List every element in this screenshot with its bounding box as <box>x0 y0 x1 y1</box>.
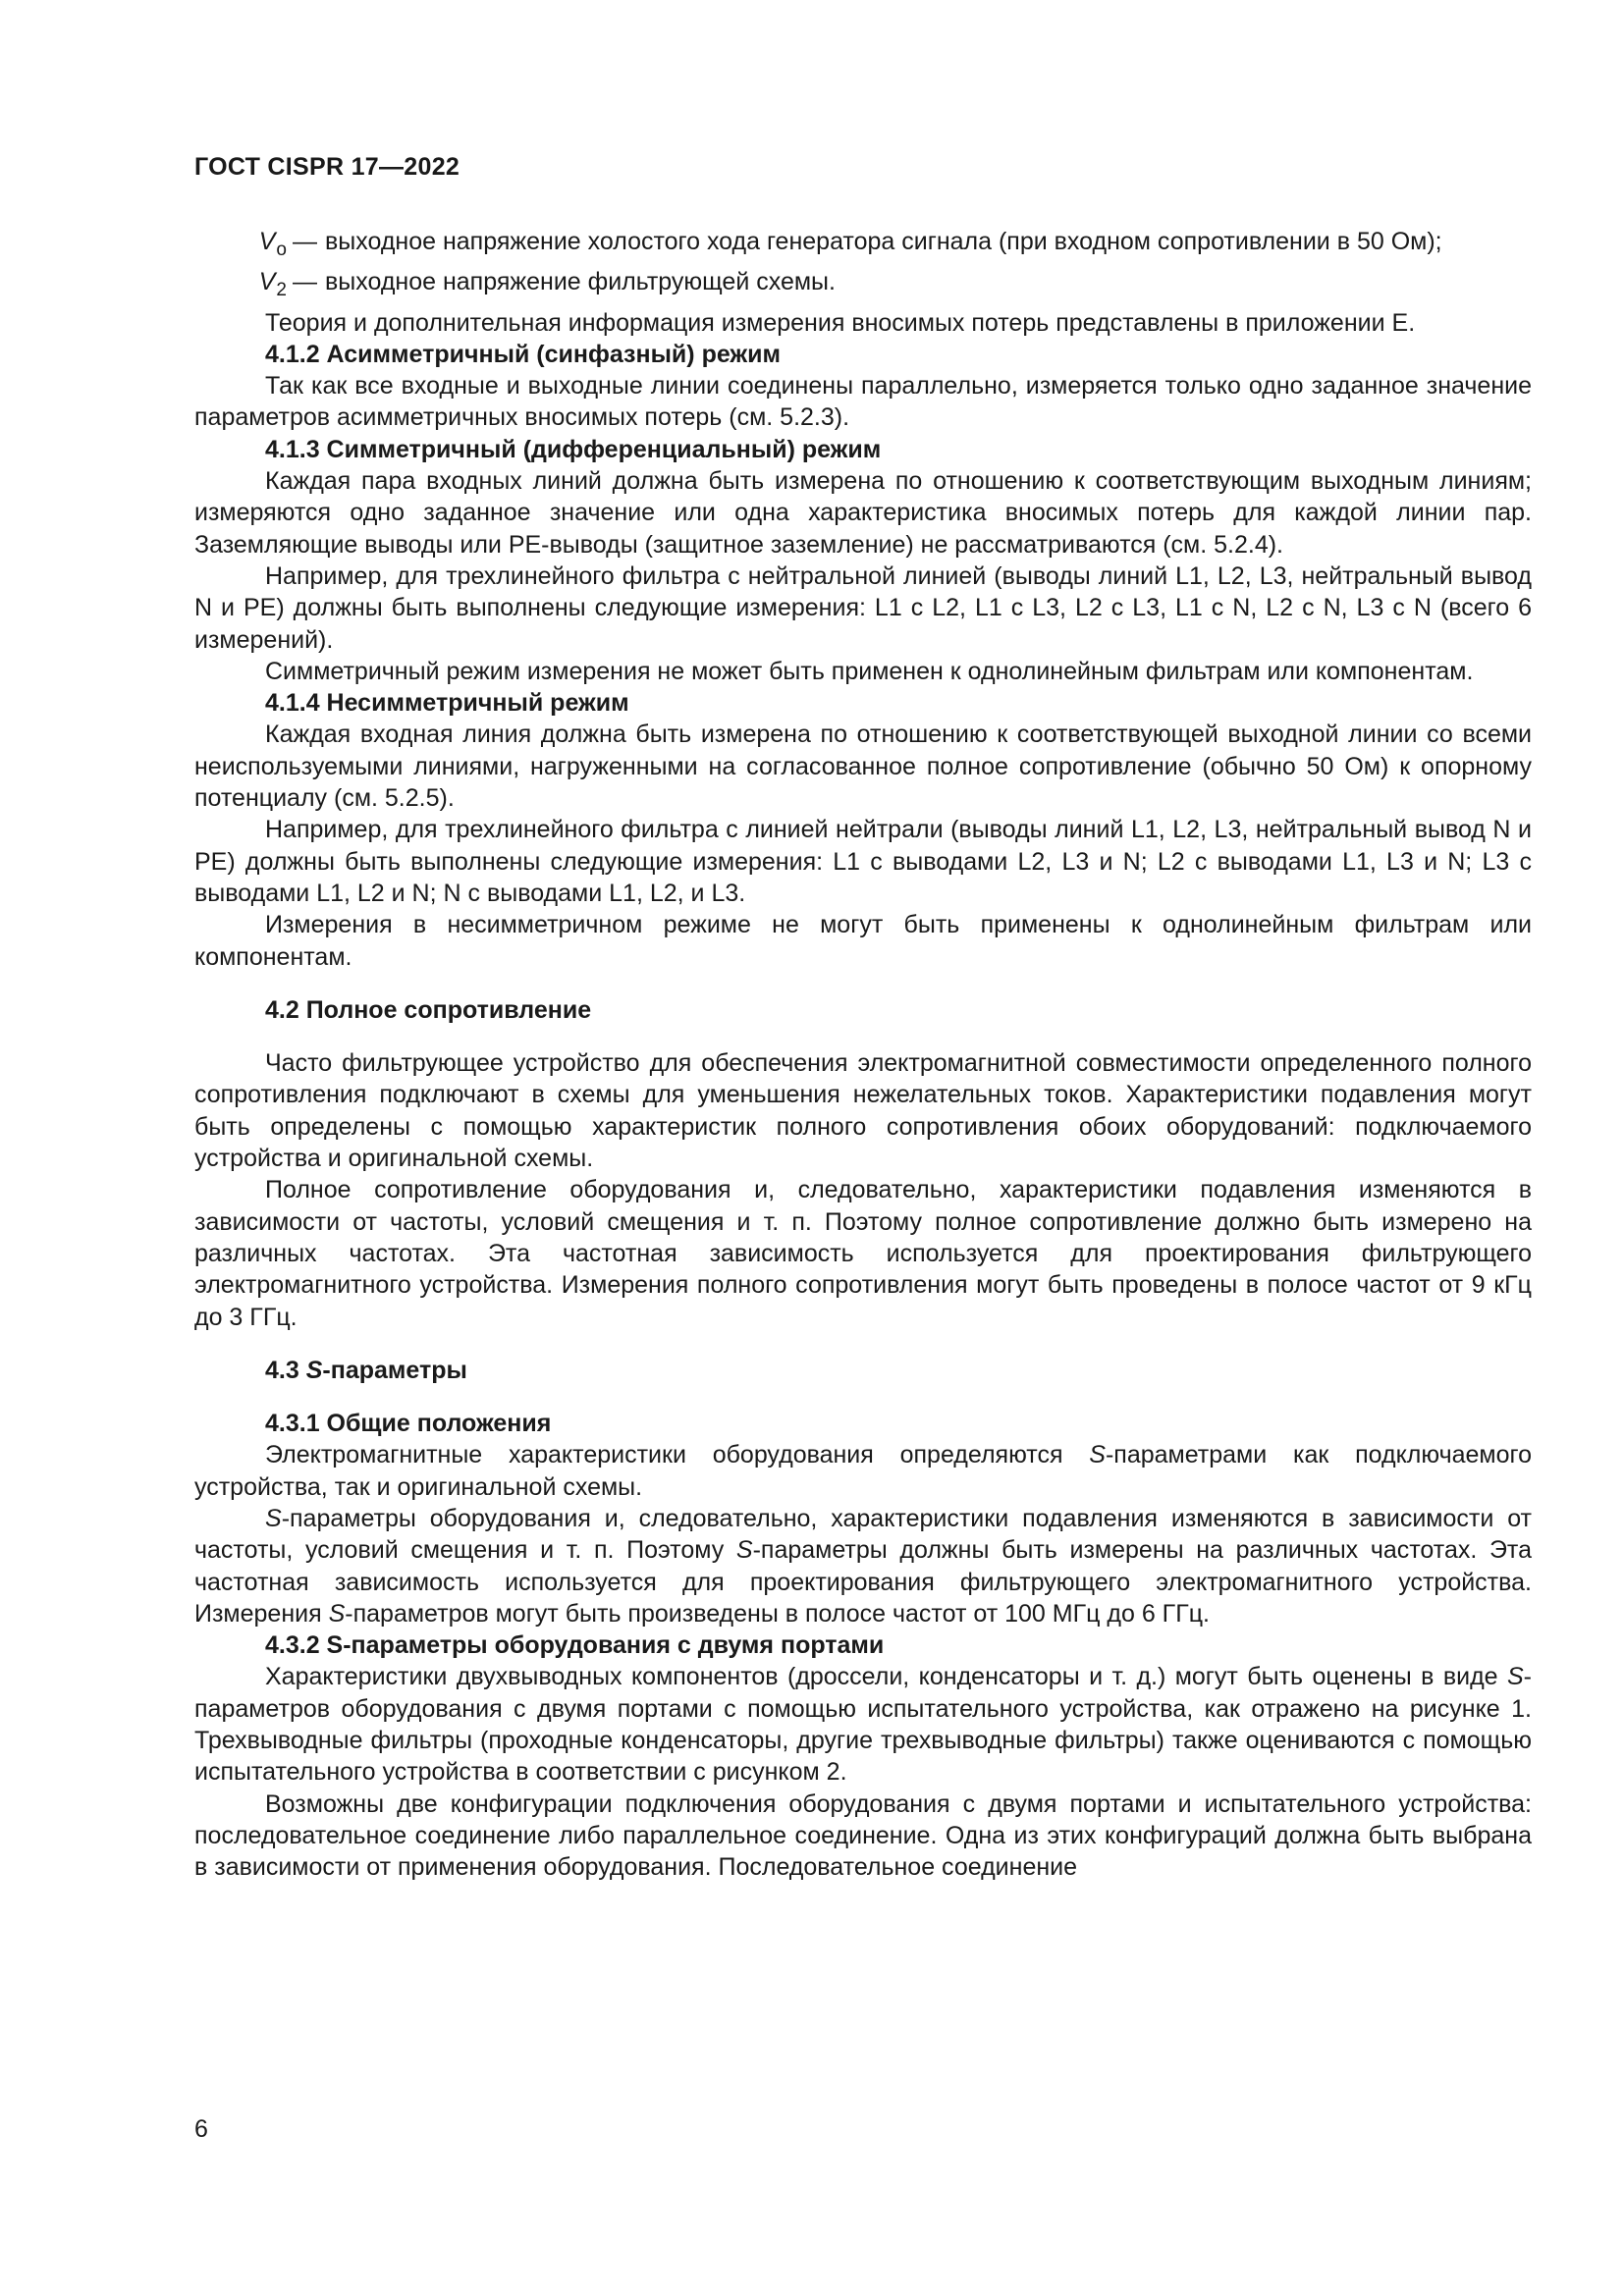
paragraph: Например, для трехлинейного фильтра с нейтральной линией (выводы линий L1, L2, L3, нейтральный вывод N и PE) должны быть выполнены следующие измерения: L1 с L2, L1 с L3, L2 с L3, L1 с N, L2 с N, L3 с N (всего 6 измерений). <box>194 561 1532 654</box>
definition-vo-text: выходное напряжение холостого хода генератора сигнала (при входном сопротивлении в 50 Ом); <box>325 228 1442 255</box>
paragraph: S-параметры оборудования и, следовательно, характеристики подавления изменяются в зависимости от частоты, условий смещения и т. п. Поэтому S-параметры должны быть измерены на различных частотах. Эта частотная зависимость используется для проектирования фильтрующего электромагнитного устройства. Измерения S-параметров могут быть произведены в полосе частот от 100 МГц до 6 ГГц. <box>194 1504 1532 1628</box>
definition-v2: $V_2$ — выходное напряжение фильтрующей схемы. <box>194 266 1532 306</box>
symbol-vo: $V_o$ <box>258 228 287 260</box>
paragraph: Например, для трехлинейного фильтра с линией нейтрали (выводы линий L1, L2, L3, нейтральный вывод N и PE) должны быть выполнены следующие измерения: L1 с выводами L2, L3 и N; L2 с выводами L1, L3 и N; L3 с выводами L1, L2 и N; N с выводами L1, L2, и L3. <box>194 816 1532 907</box>
paragraph: Каждая входная линия должна быть измерена по отношению к соответствующей выходной линии со всеми неиспользуемыми линиями, нагруженными на согласованное полное сопротивление (обычно 50 Ом) к опорному потенциалу (см. 5.2.5). <box>194 721 1532 813</box>
heading-4-3-2: 4.3.2 S-параметры оборудования с двумя портами <box>265 1631 885 1660</box>
heading-4-1-4: 4.1.4 Несимметричный режим <box>265 689 629 718</box>
paragraph: Каждая пара входных линий должна быть измерена по отношению к соответствующим выходным линиям; измеряются одно заданное значение или одна характеристика вносимых потерь для каждой линии пар. Заземляющие выводы или PE-выводы (защитное заземление) не рассматриваются (см. 5.2.4). <box>194 467 1532 559</box>
heading-4-3: 4.3 S-параметры <box>265 1356 467 1384</box>
paragraph: Так как все входные и выходные линии соединены параллельно, измеряется только одно заданное значение параметров асимметричных вносимых потерь (см. 5.2.3). <box>194 372 1532 432</box>
paragraph: Электромагнитные характеристики оборудования определяются S-параметрами как подключаемого устройства, так и оригинальной схемы. <box>194 1441 1532 1501</box>
paragraph: Возможны две конфигурации подключения оборудования с двумя портами и испытательного устройства: последовательное соединение либо параллельное соединение. Одна из этих конфигураций должна быть выбрана в зависимости от применения оборудования. Последовательное соединение <box>194 1789 1532 1882</box>
heading-4-2: 4.2 Полное сопротивление <box>265 995 592 1024</box>
paragraph: Часто фильтрующее устройство для обеспечения электромагнитной совместимости определенного полного сопротивления подключают в схемы для уменьшения нежелательных токов. Характеристики подавления могут быть определены с помощью характеристик полного сопротивления обоих оборудований: подключаемого устройства и оригинальной схемы. <box>194 1049 1532 1173</box>
page-header: ГОСТ CISPR 17—2022 <box>194 153 460 181</box>
paragraph-theory: Теория и дополнительная информация измерения вносимых потерь представлены в приложении Е. <box>265 308 1416 337</box>
heading-4-1-2: 4.1.2 Асимметричный (синфазный) режим <box>265 340 781 368</box>
paragraph: Измерения в несимметричном режиме не могут быть применены к однолинейным фильтрам или компонентам. <box>194 911 1532 971</box>
definition-vo: $V_o$ — выходное напряжение холостого хода генератора сигнала (при входном сопротивлении в 50 Ом); <box>194 226 1532 266</box>
page-number: 6 <box>194 2115 208 2143</box>
paragraph: Характеристики двухвыводных компонентов (дроссели, конденсаторы и т. д.) могут быть оценены в виде S-параметров оборудования с двумя портами с помощью испытательного устройства, как отражено на рисунке 1. Трехвыводные фильтры (проходные конденсаторы, другие трехвыводные фильтры) также оцениваются с помощью испытательного устройства в соответствии с рисунком 2. <box>194 1663 1532 1787</box>
definition-v2-text: выходное напряжение фильтрующей схемы. <box>325 268 836 296</box>
symbol-v2: $V_2$ <box>258 268 287 301</box>
paragraph: Симметричный режим измерения не может быть применен к однолинейным фильтрам или компонентам. <box>265 657 1474 685</box>
heading-4-3-1: 4.3.1 Общие положения <box>265 1410 552 1438</box>
paragraph: Полное сопротивление оборудования и, следовательно, характеристики подавления изменяются в зависимости от частоты, условий смещения и т. п. Поэтому полное сопротивление должно быть измерено на различных частотах. Эта частотная зависимость используется для проектирования фильтрующего электромагнитного устройства. Измерения полного сопротивления могут быть проведены в полосе частот от 9 кГц до 3 ГГц. <box>194 1176 1532 1331</box>
page-content <box>194 226 1532 1884</box>
heading-4-1-3: 4.1.3 Симметричный (дифференциальный) режим <box>265 435 882 463</box>
